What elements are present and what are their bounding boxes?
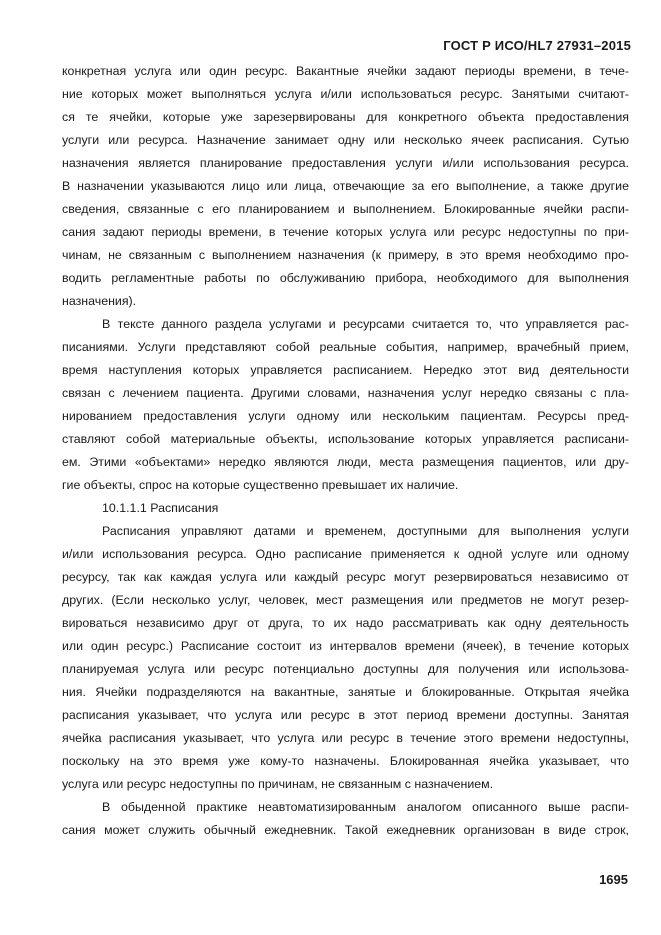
text-line: расписания указывает, что услуга или ресурс в этот период времени доступны. Занятая [62, 708, 629, 722]
text-line: ем. Этими «объектами» нередко являются люди, места размещения пациентов, или дру- [62, 455, 629, 469]
text-line: других. (Если несколько услуг, человек, мест размещения или предметов не могут резер- [62, 593, 629, 607]
text-line: сания задают периоды времени, в течение которых услуга или ресурс недоступны по при- [62, 225, 629, 239]
text-line: и/или использования ресурса. Одно расписание применяется к одной услуге или одному [62, 547, 629, 561]
section-heading [62, 497, 629, 520]
paragraph [62, 313, 629, 497]
text-line: время наступления которых управляется расписанием. Нередко этот вид деятельности [62, 363, 629, 377]
text-line: сведения, связанные с его планированием и выполнением. Блокированные ячейки распи- [62, 202, 629, 216]
document-body [62, 60, 629, 842]
document-header: ГОСТ Р ИСО/HL7 27931–2015 [443, 38, 631, 53]
text-line: поскольку на это время уже кому-то назначены. Блокированная ячейка указывает, что [62, 754, 629, 768]
text-line: связан с лечением пациента. Другими словами, назначения услуг нередко связаны с пла- [62, 386, 629, 400]
text-line: сания может служить обычный ежедневник. Такой ежедневник организован в виде строк, [62, 823, 629, 837]
text-line: ресурсу, так как каждая услуга или каждый ресурс могут резервироваться независимо от [62, 570, 629, 584]
text-line: конкретная услуга или один ресурс. Вакантные ячейки задают периоды времени, в тече- [62, 64, 629, 78]
paragraph [62, 60, 629, 313]
text-line: ния. Ячейки подразделяются на вакантные, занятые и блокированные. Открытая ячейка [62, 685, 629, 699]
text-line: В тексте данного раздела услугами и ресурсами считается то, что управляется рас- [102, 317, 629, 331]
text-line: В назначении указываются лицо или лица, отвечающие за его выполнение, а также другие [62, 179, 629, 193]
text-line: нированием предоставления услуги одному или нескольким пациентам. Ресурсы пред- [62, 409, 629, 423]
paragraph [62, 520, 629, 796]
text-line: 10.1.1.1 Расписания [102, 501, 219, 515]
text-line: или один ресурс.) Расписание состоит из интервалов времени (ячеек), в течение которых [62, 639, 629, 653]
text-line: В обыденной практике неавтоматизированным аналогом описанного выше распи- [102, 800, 629, 814]
text-line: планируемая услуга или ресурс потенциально доступны для получения или использова- [62, 662, 629, 676]
text-line: гие объекты, спрос на которые существенно превышает их наличие. [62, 478, 459, 492]
text-line: водить регламентные работы по обслуживанию прибора, необходимого для выполнения [62, 271, 629, 285]
page-number: 1695 [599, 872, 628, 887]
text-line: ячейка расписания указывает, что услуга или ресурс в течение этого времени недоступны, [62, 731, 629, 745]
text-line: писаниями. Услуги представляют собой реальные события, например, врачебный прием, [62, 340, 629, 354]
text-line: вироваться независимо друг от друга, то их надо рассматривать как одну деятельность [62, 616, 629, 630]
text-line: ние которых может выполняться услуга и/или использоваться ресурс. Занятыми считают- [62, 87, 629, 101]
paragraph [62, 796, 629, 842]
text-line: ся те ячейки, которые уже зарезервированы для конкретного объекта предоставления [62, 110, 629, 124]
text-line: услуги или ресурса. Назначение занимает одну или несколько ячеек расписания. Сутью [62, 133, 629, 147]
text-line: назначения). [62, 294, 137, 308]
text-line: назначения является планирование предоставления услуги и/или использования ресурса. [62, 156, 629, 170]
text-line: чинам, не связанным с выполнением назначения (к примеру, в это время необходимо про- [62, 248, 629, 262]
text-line: услуга или ресурс недоступны по причинам, не связанным с назначением. [62, 777, 494, 791]
text-line: Расписания управляют датами и временем, доступными для выполнения услуги [102, 524, 629, 538]
text-line: ставляют собой материальные объекты, использование которых управляется расписани- [62, 432, 629, 446]
